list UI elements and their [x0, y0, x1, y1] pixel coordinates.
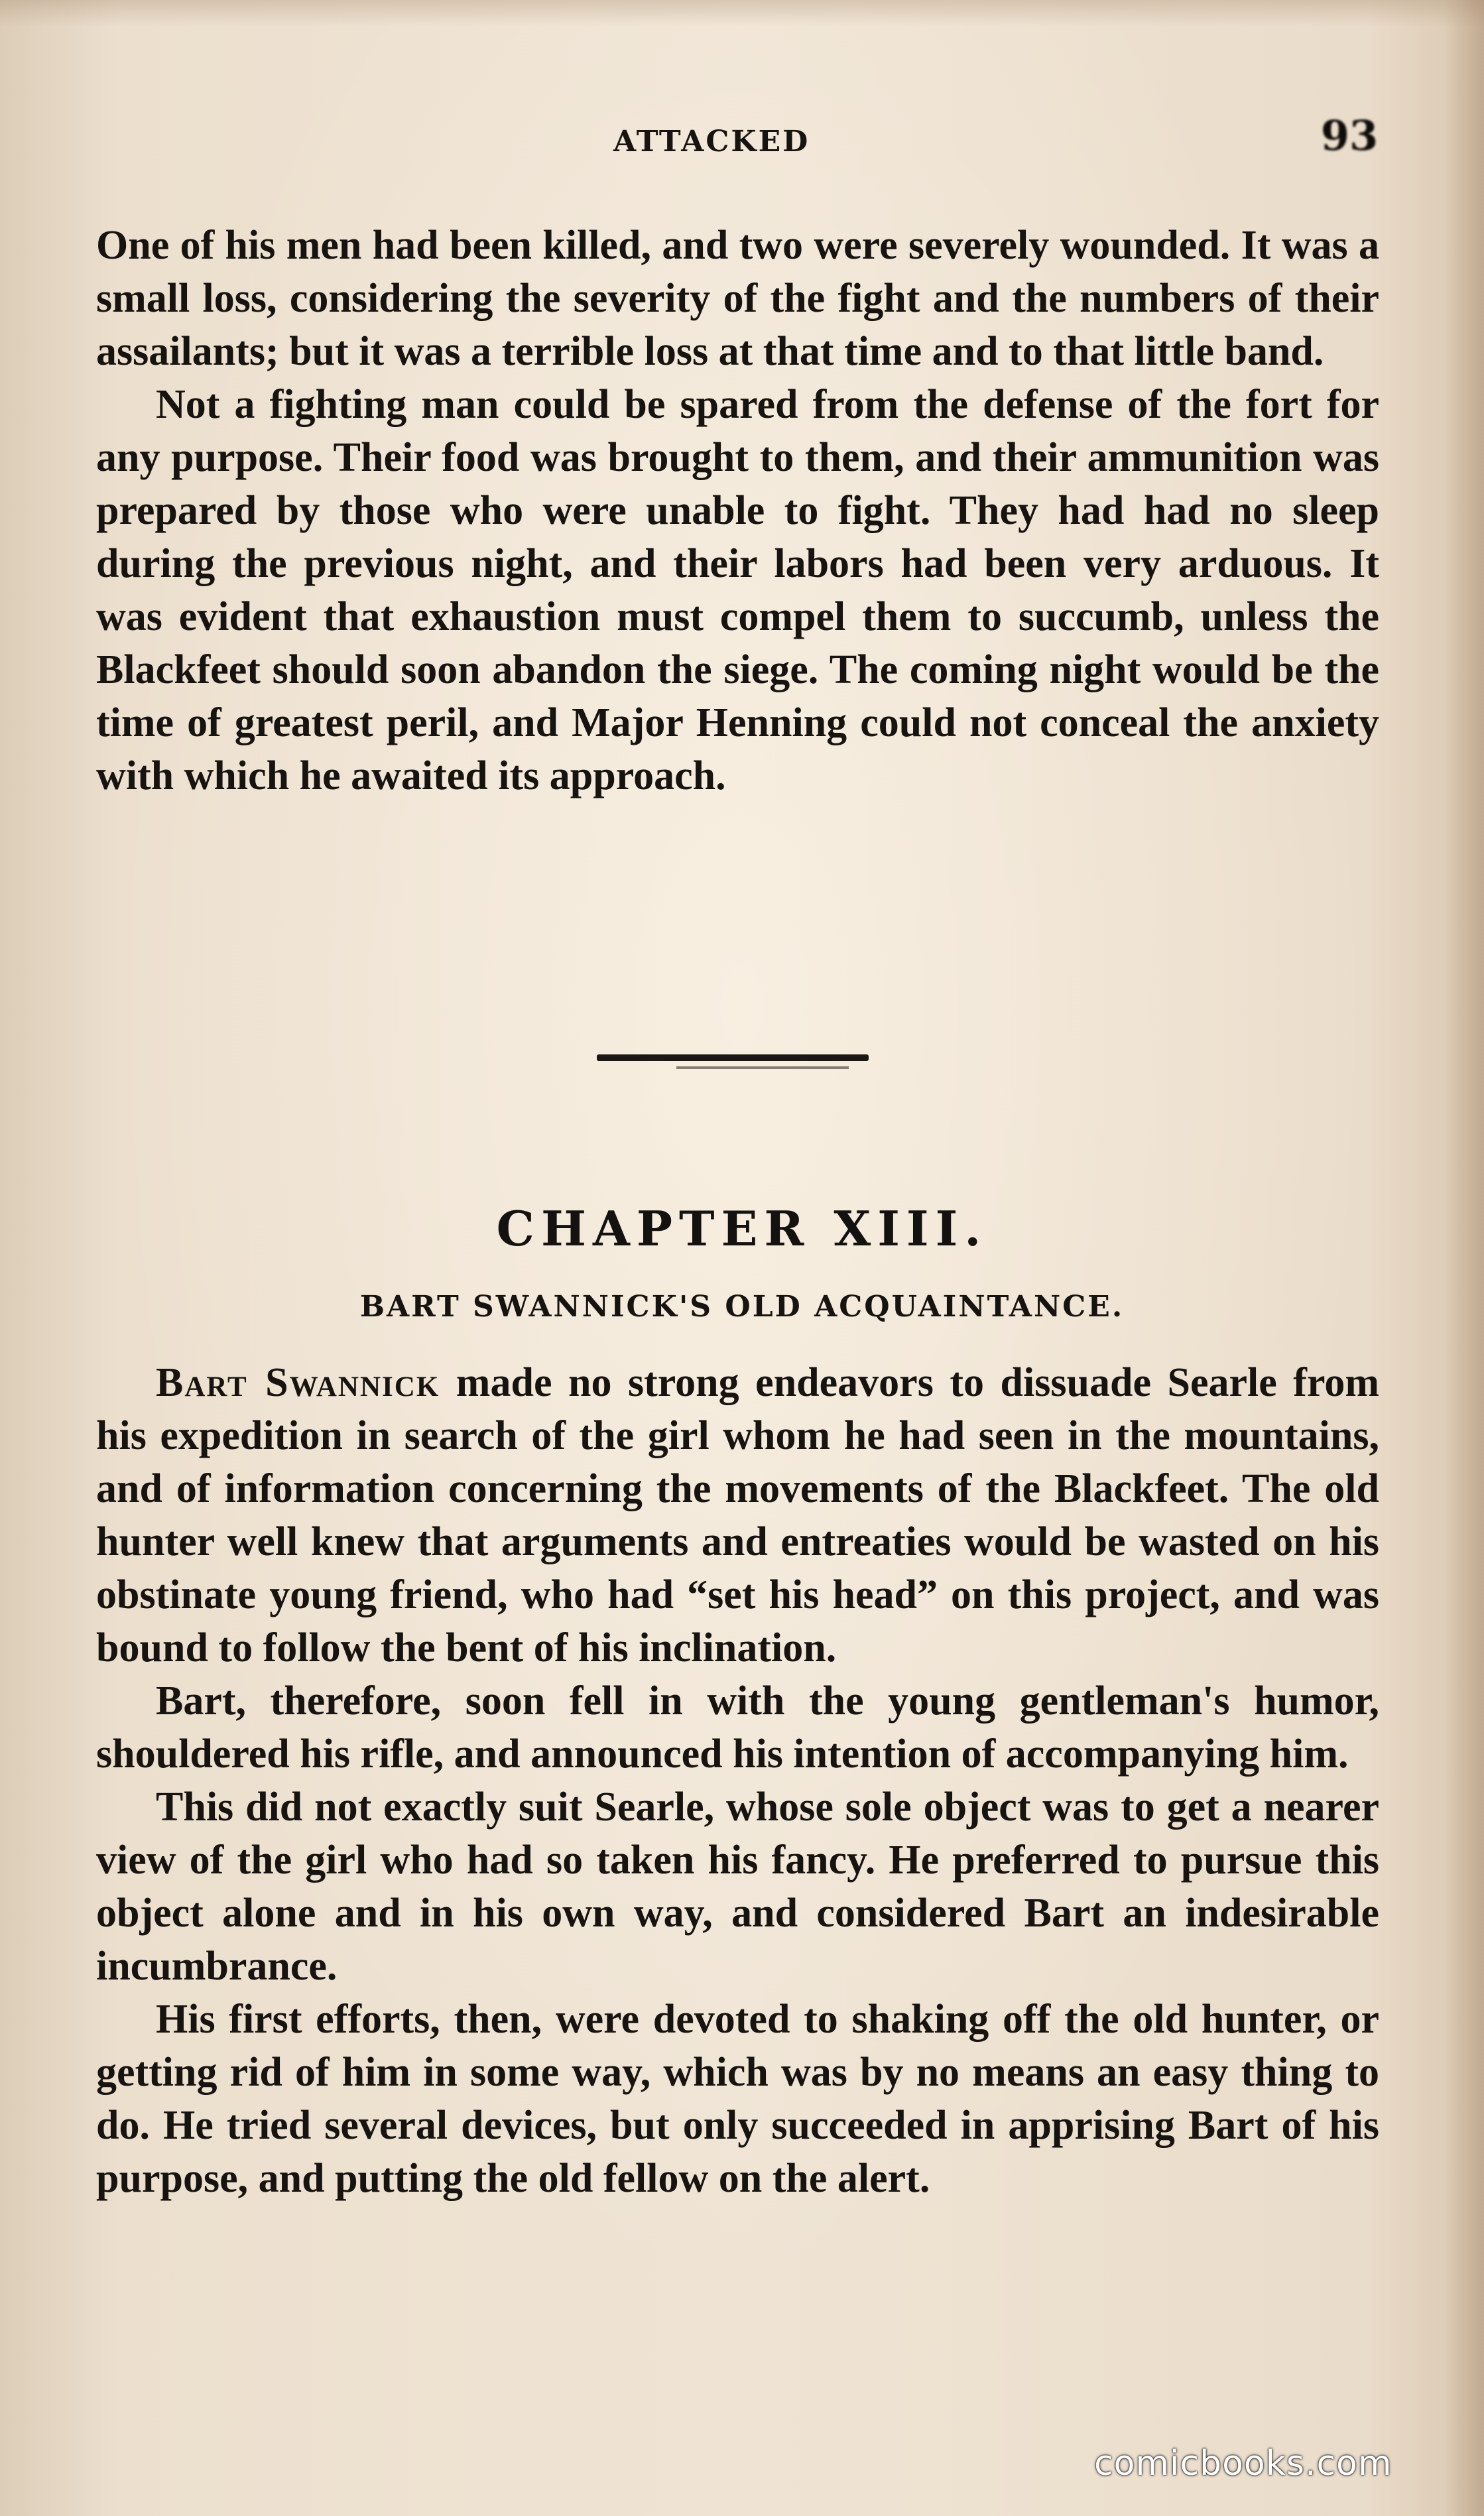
paragraph: Bart, therefore, soon fell in with the young gentleman's humor, shouldered his rifle, and announced his intention of accompanying him. [96, 1678, 1379, 1777]
text-block-chapter [96, 1356, 1379, 2205]
page-number: 93 [1320, 111, 1379, 160]
paragraph-rest: made no strong endeavors to dissuade Searle from his expedition in search of the girl whom he had seen in the mountains, and of information concerning the movements of the Blackfeet. The old hunter well knew that arguments and entreaties would be wasted on his obstinate young friend, who had “set his head” on this project, and was bound to follow the bent of his inclination. [96, 1360, 1379, 1670]
running-head: ATTACKED [613, 125, 810, 158]
paragraph: His first efforts, then, were devoted to shaking off the old hunter, or getting rid of him in some way, which was by no means an easy thing to do. He tried several devices, but only succeeded in apprising Bart of his purpose, and putting the old fellow on the alert. [96, 1997, 1379, 2201]
paragraph: Not a fighting man could be spared from the defense of the fort for any purpose. Their food was brought to them, and their ammunition was prepared by those who were unable to fight. They had had no sleep during the previous night, and their labors had been very arduous. It was evident that exhaustion must compel them to succumb, unless the Blackfeet should soon abandon the siege. The coming night would be the time of greatest peril, and Major Henning could not conceal the anxiety with which he awaited its approach. [96, 382, 1379, 798]
chapter-title: CHAPTER XIII. [496, 1200, 988, 1257]
page-right-shadow [1444, 0, 1484, 2516]
watermark: comicbooks.com [1094, 2444, 1392, 2484]
paragraph: One of his men had been killed, and two were severely wounded. It was a small loss, considering the severity of the fight and the numbers of their assailants; but it was a terrible loss at that time and to that little band. [96, 223, 1379, 374]
page-header [0, 111, 1484, 171]
page-top-shadow [0, 0, 1484, 27]
section-divider [597, 1054, 869, 1061]
text-block-top [96, 219, 1379, 802]
paragraph: This did not exactly suit Searle, whose sole object was to get a nearer view of the girl who had so taken his fancy. He preferred to pursue this object alone and in his own way, and considered Bart an indesirable incumbrance. [96, 1785, 1379, 1989]
divider-underline [676, 1066, 849, 1069]
lead-in-small-caps: Bart Swannick [156, 1360, 440, 1405]
chapter-subtitle: BART SWANNICK'S OLD ACQUAINTANCE. [359, 1290, 1125, 1324]
paragraph [96, 1356, 1379, 1674]
